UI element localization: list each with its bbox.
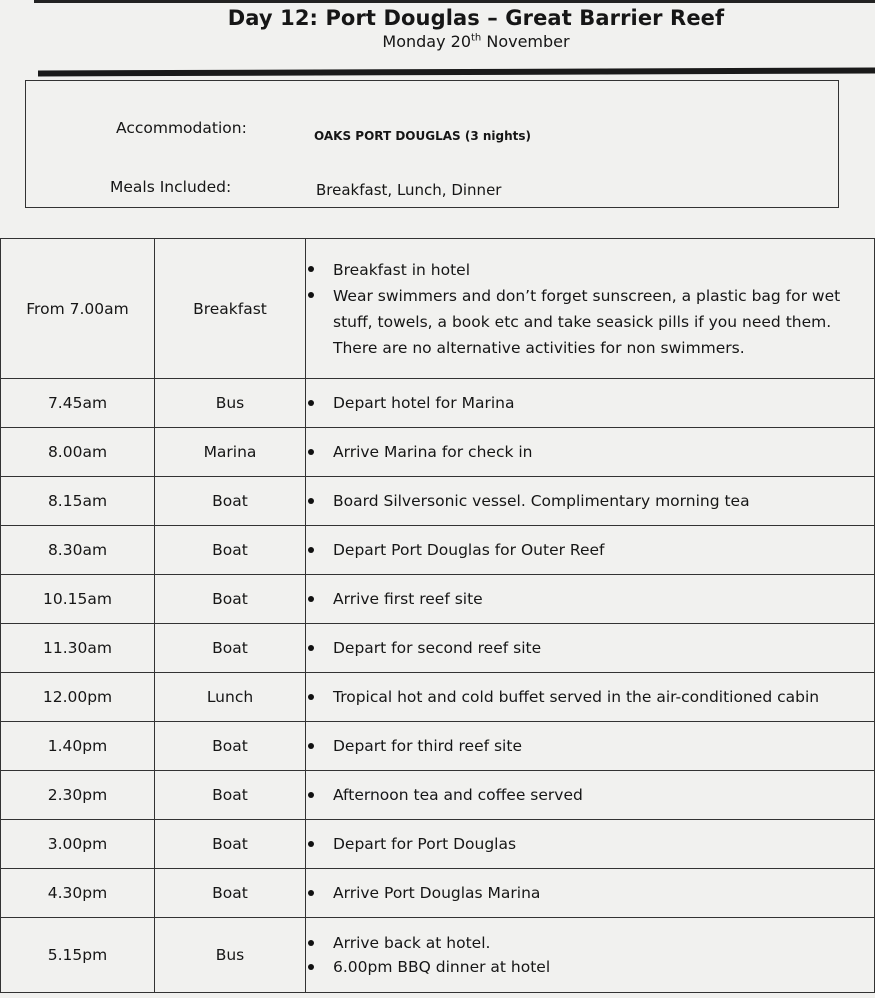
page-date xyxy=(0,32,875,51)
schedule-row xyxy=(1,477,875,526)
schedule-category: Bus xyxy=(155,379,306,428)
schedule-category: Boat xyxy=(155,477,306,526)
page-title: Day 12: Port Douglas – Great Barrier Reef xyxy=(227,6,725,30)
schedule-row xyxy=(1,526,875,575)
schedule-row xyxy=(1,722,875,771)
schedule-row xyxy=(1,869,875,918)
schedule-category: Boat xyxy=(155,722,306,771)
schedule-row xyxy=(1,239,875,379)
schedule-details xyxy=(306,771,875,820)
accommodation-value: OAKS PORT DOUGLAS (3 nights) xyxy=(314,129,532,143)
meals-label: Meals Included: xyxy=(110,178,232,196)
schedule-details xyxy=(306,239,875,379)
schedule-table xyxy=(0,238,875,993)
detail-item: 6.00pm BBQ dinner at hotel xyxy=(306,955,874,979)
date-month: November xyxy=(481,32,570,51)
schedule-time: 8.00am xyxy=(1,428,155,477)
date-day: Monday 20 xyxy=(382,32,471,51)
schedule-time: 8.15am xyxy=(1,477,155,526)
schedule-details xyxy=(306,722,875,771)
schedule-category: Boat xyxy=(155,820,306,869)
detail-item: Depart Port Douglas for Outer Reef xyxy=(306,538,874,562)
schedule-row xyxy=(1,624,875,673)
schedule-row xyxy=(1,820,875,869)
schedule-details xyxy=(306,918,875,993)
detail-item: Afternoon tea and coffee served xyxy=(306,783,874,807)
detail-item: Wear swimmers and don’t forget sunscreen, a plastic bag for wet stuff, towels, a book etc and take seasick pills if you need them. There are no alternative activities for non swimmers. xyxy=(306,283,874,361)
schedule-time: 1.40pm xyxy=(1,722,155,771)
schedule-category: Boat xyxy=(155,624,306,673)
schedule-details xyxy=(306,673,875,722)
schedule-details xyxy=(306,575,875,624)
schedule-category: Lunch xyxy=(155,673,306,722)
schedule-row xyxy=(1,771,875,820)
detail-item: Depart for second reef site xyxy=(306,636,874,660)
detail-list xyxy=(306,832,874,856)
schedule-category: Breakfast xyxy=(155,239,306,379)
schedule-details xyxy=(306,477,875,526)
schedule-time: 11.30am xyxy=(1,624,155,673)
date-ordinal: th xyxy=(471,32,482,44)
schedule-details xyxy=(306,869,875,918)
schedule-category: Boat xyxy=(155,869,306,918)
detail-list xyxy=(306,587,874,611)
detail-item: Arrive back at hotel. xyxy=(306,931,874,955)
detail-list xyxy=(306,783,874,807)
schedule-details xyxy=(306,428,875,477)
detail-list xyxy=(306,489,874,513)
header-divider xyxy=(38,68,875,77)
schedule-time: 2.30pm xyxy=(1,771,155,820)
schedule-details xyxy=(306,379,875,428)
schedule-time: 3.00pm xyxy=(1,820,155,869)
schedule-time: 5.15pm xyxy=(1,918,155,993)
detail-list xyxy=(306,685,874,709)
detail-item: Depart hotel for Marina xyxy=(306,391,874,415)
detail-item: Depart for third reef site xyxy=(306,734,874,758)
schedule-time: 7.45am xyxy=(1,379,155,428)
detail-list xyxy=(306,881,874,905)
detail-list xyxy=(306,440,874,464)
detail-list xyxy=(306,734,874,758)
detail-item: Arrive Marina for check in xyxy=(306,440,874,464)
schedule-body xyxy=(1,239,875,993)
schedule-time: 10.15am xyxy=(1,575,155,624)
detail-item: Arrive Port Douglas Marina xyxy=(306,881,874,905)
schedule-details xyxy=(306,820,875,869)
schedule-row xyxy=(1,428,875,477)
schedule-row xyxy=(1,379,875,428)
detail-item: Tropical hot and cold buffet served in the air-conditioned cabin xyxy=(306,685,874,709)
schedule-time: 8.30am xyxy=(1,526,155,575)
schedule-time: 12.00pm xyxy=(1,673,155,722)
detail-item: Depart for Port Douglas xyxy=(306,832,874,856)
schedule-category: Boat xyxy=(155,526,306,575)
accommodation-label: Accommodation: xyxy=(116,119,247,137)
schedule-category: Marina xyxy=(155,428,306,477)
detail-list xyxy=(306,257,874,361)
schedule-row xyxy=(1,575,875,624)
detail-list xyxy=(306,538,874,562)
accommodation-box xyxy=(25,80,839,208)
page-header xyxy=(0,4,875,51)
detail-item: Breakfast in hotel xyxy=(306,257,874,283)
meals-value: Breakfast, Lunch, Dinner xyxy=(316,181,502,199)
top-rule xyxy=(34,0,875,3)
schedule-details xyxy=(306,624,875,673)
schedule-category: Bus xyxy=(155,918,306,993)
detail-list xyxy=(306,391,874,415)
schedule-row xyxy=(1,673,875,722)
detail-item: Arrive first reef site xyxy=(306,587,874,611)
detail-list xyxy=(306,636,874,660)
detail-item: Board Silversonic vessel. Complimentary morning tea xyxy=(306,489,874,513)
schedule-details xyxy=(306,526,875,575)
schedule-time: 4.30pm xyxy=(1,869,155,918)
schedule-category: Boat xyxy=(155,771,306,820)
schedule-time: From 7.00am xyxy=(1,239,155,379)
schedule-row xyxy=(1,918,875,993)
schedule-category: Boat xyxy=(155,575,306,624)
detail-list xyxy=(306,931,874,979)
